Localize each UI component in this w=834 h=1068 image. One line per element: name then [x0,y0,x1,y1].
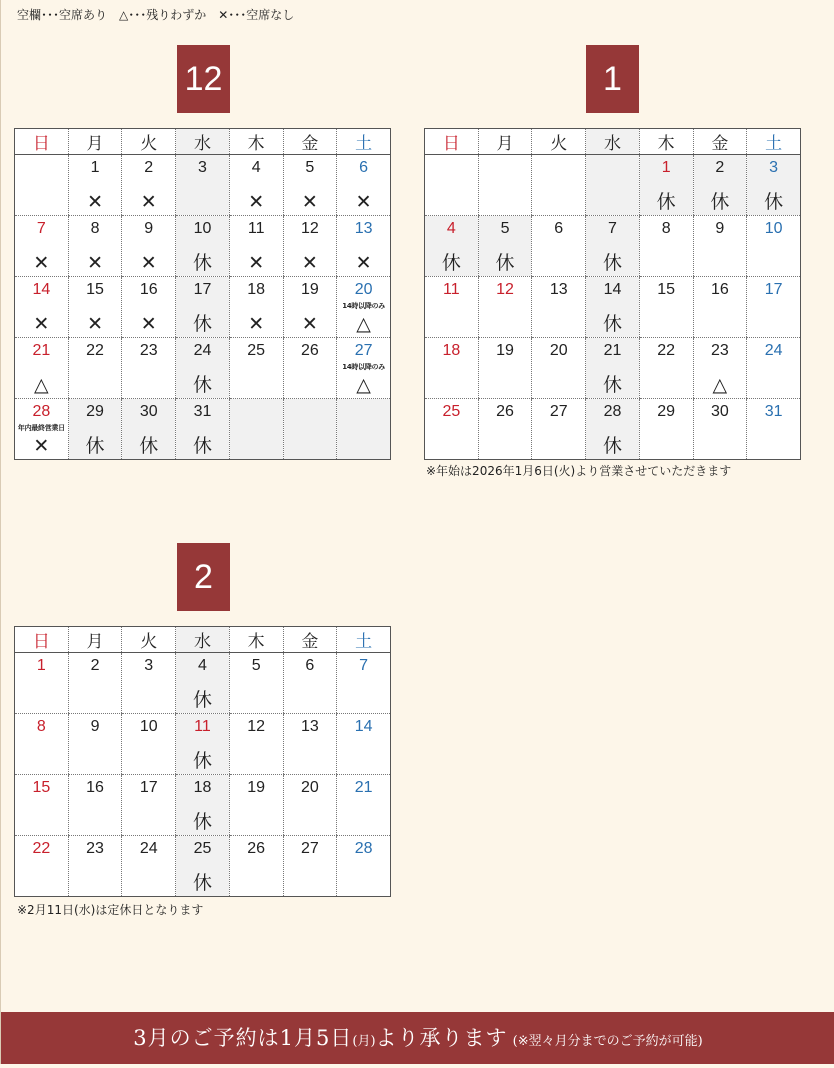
day-number: 19 [300,281,319,298]
day-number: 19 [247,779,266,796]
day-number: 16 [139,281,158,298]
day-number: 9 [144,220,154,237]
day-cell [283,399,337,460]
day-cell [425,399,479,460]
day-cell [176,836,230,897]
day-cell [283,714,337,775]
weekday-header: 火 [122,129,176,155]
day-number: 21 [32,342,51,359]
day-cell [478,399,532,460]
calendar-week-row [15,216,391,277]
day-number: 10 [193,220,212,237]
availability-status: △ [356,374,371,396]
availability-status: 休 [602,435,622,457]
weekday-header: 水 [176,627,230,653]
day-cell [15,836,69,897]
day-number: 28 [354,840,373,857]
day-cell [586,277,640,338]
day-number: 4 [198,657,207,674]
day-cell [693,277,747,338]
day-cell [122,836,176,897]
day-number: 2 [144,159,154,176]
availability-status: ✕ [87,252,104,274]
day-number: 7 [608,220,617,237]
day-cell [532,277,586,338]
calendar-week-row [15,277,391,338]
day-number: 29 [657,403,676,420]
day-number: 7 [36,220,46,237]
day-number: 18 [247,281,266,298]
availability-status: ✕ [140,313,157,335]
day-cell [639,399,693,460]
day-cell [337,216,391,277]
day-note: 14時以降のみ [342,363,385,371]
availability-status: 休 [192,252,212,274]
weekday-header: 金 [283,129,337,155]
day-number: 24 [764,342,783,359]
availability-status: ✕ [140,191,157,213]
day-cell [68,653,122,714]
day-number: 18 [193,779,212,796]
availability-status: ✕ [248,313,265,335]
calendar-week-row [425,277,801,338]
availability-status: ✕ [355,252,372,274]
january-footnote: ※年始は2026年1月6日(火)より営業させていただきます [426,464,732,478]
weekday-header: 月 [68,627,122,653]
day-number: 24 [193,342,212,359]
day-cell [15,653,69,714]
day-cell [337,714,391,775]
calendar-week-row [15,836,391,897]
day-number: 19 [496,342,514,359]
availability-status: 休 [710,191,730,213]
day-cell [586,338,640,399]
day-cell [425,277,479,338]
day-cell [639,216,693,277]
day-number: 14 [603,281,622,298]
weekday-header: 木 [639,129,693,155]
day-cell [15,338,69,399]
day-cell [586,399,640,460]
day-number: 25 [193,840,212,857]
day-number: 2 [715,159,725,176]
day-cell [229,399,283,460]
day-cell [693,338,747,399]
day-cell [68,399,122,460]
day-number: 30 [139,403,158,420]
weekday-header-row [15,627,391,653]
calendar-december [14,128,391,460]
day-number: 13 [354,220,373,237]
availability-status: ✕ [301,252,318,274]
weekday-header: 月 [68,129,122,155]
month-badge-december: 12 [177,45,230,113]
availability-status: 休 [192,313,212,335]
day-cell [425,338,479,399]
weekday-header-row [15,129,391,155]
day-cell [337,653,391,714]
day-cell [122,155,176,216]
day-number: 6 [305,657,315,674]
day-number: 3 [198,159,207,176]
day-cell [122,338,176,399]
day-number: 6 [359,159,369,176]
banner-weekday: (月) [352,1034,376,1049]
day-cell [337,338,391,399]
day-number: 23 [86,840,104,857]
availability-status: ✕ [301,191,318,213]
day-cell [229,714,283,775]
day-cell [15,775,69,836]
day-number: 1 [36,657,46,674]
availability-status: ✕ [87,313,104,335]
availability-status: 休 [192,435,212,457]
day-cell [283,338,337,399]
day-cell [532,216,586,277]
day-cell [68,775,122,836]
day-cell [693,399,747,460]
day-number: 5 [500,220,510,237]
day-cell [586,155,640,216]
day-number: 28 [32,403,51,420]
day-number: 4 [251,159,261,176]
day-note: 年内最終営業日 [17,424,65,432]
availability-status: 休 [602,252,622,274]
day-cell [68,155,122,216]
weekday-header: 金 [693,129,747,155]
weekday-header: 水 [586,129,640,155]
day-number: 30 [710,403,729,420]
banner-main-text: 3月のご予約は1月5日 [133,1026,353,1050]
day-cell [176,653,230,714]
day-cell [15,277,69,338]
availability-status: 休 [85,435,105,457]
weekday-header: 土 [337,129,391,155]
day-number: 20 [549,342,568,359]
day-cell [122,216,176,277]
day-number: 18 [442,342,461,359]
weekday-header: 木 [229,627,283,653]
day-cell [176,714,230,775]
day-cell [229,216,283,277]
day-number: 15 [32,779,51,796]
day-number: 22 [32,840,51,857]
availability-status: 休 [764,191,784,213]
availability-status: ✕ [248,252,265,274]
day-cell [229,836,283,897]
weekday-header: 土 [337,627,391,653]
day-cell [747,399,801,460]
day-cell [176,155,230,216]
day-cell [747,216,801,277]
day-cell [229,653,283,714]
calendar-week-row [425,155,801,216]
day-cell [337,775,391,836]
availability-status: △ [356,313,371,335]
day-cell [283,653,337,714]
availability-status: ✕ [33,252,50,274]
day-cell [283,155,337,216]
availability-status: 休 [656,191,676,213]
day-cell [68,277,122,338]
availability-status: △ [712,374,728,396]
day-number: 14 [32,281,51,298]
day-number: 25 [247,342,266,359]
day-number: 10 [764,220,783,237]
day-cell [176,399,230,460]
weekday-header: 金 [283,627,337,653]
availability-status: △ [34,374,49,396]
weekday-header-row [425,129,801,155]
day-number: 20 [354,281,373,298]
day-number: 26 [496,403,514,420]
day-cell [283,836,337,897]
weekday-header: 土 [747,129,801,155]
day-cell [283,216,337,277]
day-number: 15 [86,281,104,298]
availability-status: 休 [192,872,212,894]
day-cell [122,277,176,338]
day-cell [176,338,230,399]
day-cell [747,338,801,399]
calendar-week-row [425,399,801,460]
day-cell [337,399,391,460]
availability-status: 休 [139,435,159,457]
day-cell [693,216,747,277]
day-number: 31 [764,403,783,420]
day-number: 16 [710,281,729,298]
day-number: 13 [300,718,319,735]
calendar-week-row [15,155,391,216]
calendar-week-row [425,216,801,277]
day-cell [478,277,532,338]
day-note: 14時以降のみ [342,302,385,310]
day-cell [122,775,176,836]
day-number: 9 [715,220,725,237]
day-number: 28 [603,403,622,420]
availability-status: 休 [441,252,461,274]
day-cell [229,277,283,338]
day-cell [337,836,391,897]
day-number: 6 [554,220,564,237]
day-number: 9 [90,718,100,735]
calendar-week-row [15,714,391,775]
day-number: 26 [247,840,266,857]
day-number: 8 [36,718,46,735]
calendar-february [14,626,391,897]
day-number: 22 [86,342,104,359]
weekday-header: 月 [478,129,532,155]
day-number: 10 [139,718,158,735]
weekday-header: 火 [532,129,586,155]
day-number: 17 [193,281,212,298]
day-cell [639,155,693,216]
day-number: 25 [442,403,461,420]
day-cell [639,338,693,399]
day-number: 31 [193,403,212,420]
day-number: 5 [251,657,261,674]
weekday-header: 日 [15,129,69,155]
availability-status: ✕ [87,191,104,213]
calendar-week-row [15,399,391,460]
day-cell [532,155,586,216]
day-cell [176,277,230,338]
day-number: 27 [300,840,319,857]
availability-status: ✕ [33,435,50,457]
day-number: 17 [764,281,783,298]
day-cell [747,277,801,338]
availability-status: 休 [602,374,622,396]
day-number: 12 [300,220,319,237]
day-cell [532,338,586,399]
day-number: 3 [769,159,779,176]
day-number: 11 [443,281,460,298]
availability-status: 休 [192,689,212,711]
calendar-week-row [15,653,391,714]
day-number: 7 [359,657,369,674]
weekday-header: 火 [122,627,176,653]
day-number: 4 [446,220,456,237]
day-cell [68,714,122,775]
day-cell [68,836,122,897]
day-number: 11 [194,718,211,735]
availability-status: ✕ [33,313,50,335]
day-number: 24 [139,840,158,857]
day-cell [532,399,586,460]
month-badge-february: 2 [177,543,230,611]
calendar-january [424,128,801,460]
banner-main-text-2: より承ります [375,1026,508,1050]
weekday-header: 日 [15,627,69,653]
day-cell [478,338,532,399]
day-cell [229,338,283,399]
february-footnote: ※2月11日(水)は定休日となります [17,903,204,917]
day-number: 22 [657,342,676,359]
day-cell [586,216,640,277]
day-number: 26 [300,342,319,359]
day-number: 20 [300,779,319,796]
availability-status: 休 [192,750,212,772]
day-number: 8 [661,220,671,237]
day-number: 21 [603,342,622,359]
day-number: 27 [354,342,373,359]
day-cell [229,155,283,216]
day-number: 27 [549,403,568,420]
banner-note: (※翌々月分までのご予約が可能) [512,1034,703,1049]
day-number: 23 [139,342,158,359]
day-cell [747,155,801,216]
day-number: 1 [661,159,671,176]
month-badge-january: 1 [586,45,639,113]
availability-status: 休 [192,374,212,396]
day-cell [68,216,122,277]
weekday-header: 水 [176,129,230,155]
day-cell [122,653,176,714]
day-number: 2 [90,657,100,674]
day-cell [693,155,747,216]
day-cell [283,277,337,338]
weekday-header: 日 [425,129,479,155]
day-cell [639,277,693,338]
day-cell [15,399,69,460]
weekday-header: 木 [229,129,283,155]
day-number: 11 [247,220,265,237]
day-number: 1 [90,159,100,176]
day-number: 16 [86,779,104,796]
day-cell [478,155,532,216]
calendar-week-row [425,338,801,399]
day-number: 8 [90,220,100,237]
day-number: 12 [247,718,266,735]
day-cell [15,155,69,216]
availability-status: 休 [602,313,622,335]
availability-status: ✕ [248,191,265,213]
day-number: 29 [86,403,104,420]
day-cell [176,775,230,836]
day-number: 13 [549,281,568,298]
availability-status: ✕ [355,191,372,213]
availability-status: 休 [495,252,515,274]
availability-status: ✕ [140,252,157,274]
day-cell [478,216,532,277]
day-cell [337,155,391,216]
day-cell [122,399,176,460]
reservation-banner [1,1012,834,1064]
day-cell [425,155,479,216]
day-number: 12 [496,281,514,298]
day-number: 15 [657,281,676,298]
day-number: 14 [354,718,373,735]
day-number: 3 [144,657,154,674]
availability-status: ✕ [301,313,318,335]
day-number: 21 [354,779,373,796]
day-cell [337,277,391,338]
day-cell [425,216,479,277]
day-cell [229,775,283,836]
availability-legend: 空欄･･･空席あり △･･･残りわずか ✕･･･空席なし [17,8,295,22]
day-cell [15,714,69,775]
availability-status: 休 [192,811,212,833]
calendar-week-row [15,338,391,399]
calendar-week-row [15,775,391,836]
day-cell [68,338,122,399]
day-number: 5 [305,159,315,176]
day-number: 17 [139,779,158,796]
day-cell [283,775,337,836]
day-cell [176,216,230,277]
day-cell [15,216,69,277]
day-cell [122,714,176,775]
day-number: 23 [710,342,729,359]
